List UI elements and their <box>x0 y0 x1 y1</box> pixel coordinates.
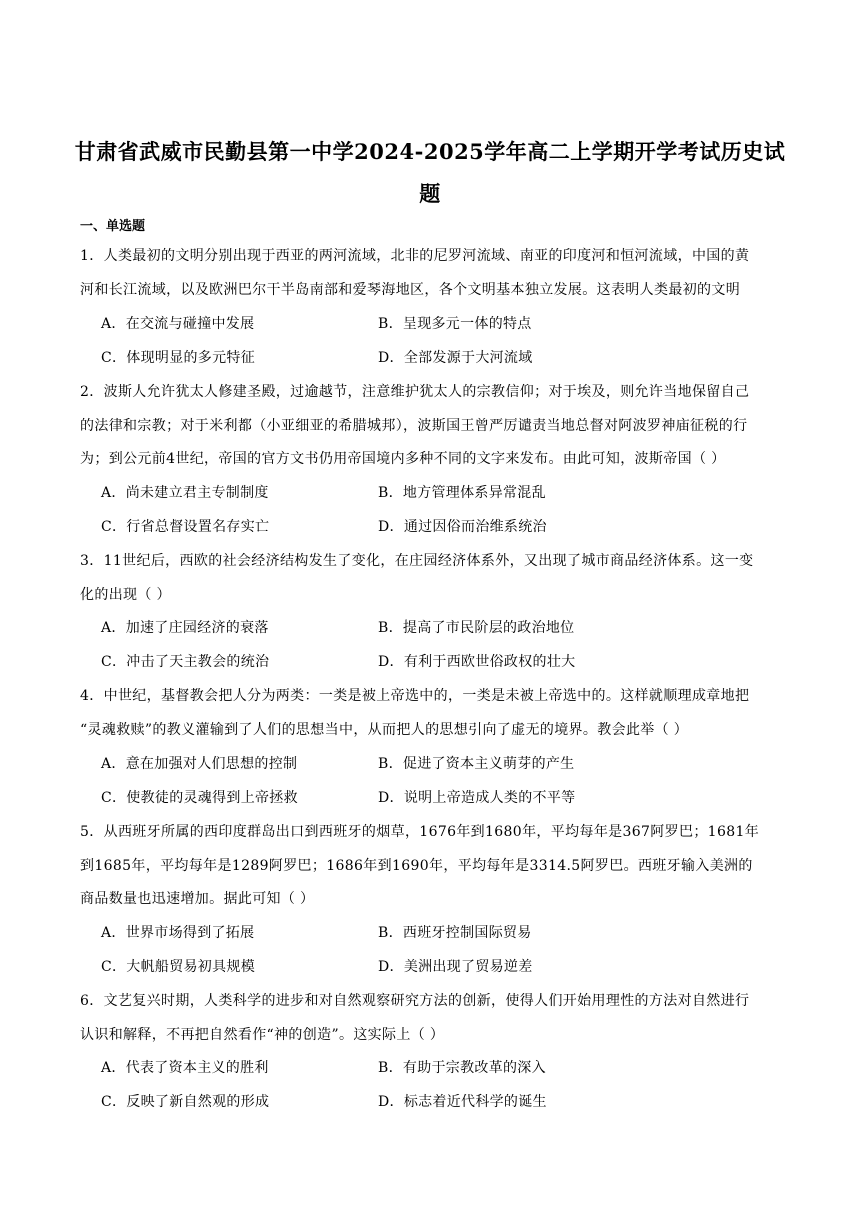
question-3-option-d: D．有利于西欧世俗政权的壮大 <box>378 654 576 670</box>
question-4-option-c: C．使教徒的灵魂得到上帝拯救 <box>101 790 298 806</box>
question-6-option-c: C．反映了新自然观的形成 <box>101 1094 270 1110</box>
question-4-option-d: D．说明上帝造成人类的不平等 <box>378 790 576 806</box>
question-2-line-2: 的法律和宗教；对于米利都（小亚细亚的希腊城邦），波斯国王曾严厉谴责当地总督对阿波罗神庙征税的行 <box>80 418 748 434</box>
question-6-line-2: 认识和解释，不再把自然看作“神的创造”。这实际上（ ） <box>80 1027 445 1043</box>
question-5-line-1: 5．从西班牙所属的西印度群岛出口到西班牙的烟草，1676年到1680年，平均每年是367阿罗巴；1681年 <box>80 824 760 840</box>
question-4-line-1: 4．中世纪，基督教会把人分为两类：一类是被上帝选中的，一类是未被上帝选中的。这样就顺理成章地把 <box>80 688 750 704</box>
question-3-option-b: B．提高了市民阶层的政治地位 <box>378 620 575 636</box>
question-5-option-c: C．大帆船贸易初具规模 <box>101 959 256 975</box>
question-2-option-c: C．行省总督设置名存实亡 <box>101 519 270 535</box>
question-1-line-2: 河和长江流域，以及欧洲巴尔干半岛南部和爱琴海地区，各个文明基本独立发展。这表明人类最初的文明 <box>80 282 741 298</box>
question-1-option-c: C．体现明显的多元特征 <box>101 350 256 366</box>
question-3-option-a: A．加速了庄园经济的衰落 <box>101 620 269 636</box>
question-1-option-d: D．全部发源于大河流域 <box>378 350 533 366</box>
question-2-line-3: 为；到公元前4世纪，帝国的官方文书仍用帝国境内多种不同的文字来发布。由此可知，波斯帝国（ ） <box>80 451 726 467</box>
question-6-option-d: D．标志着近代科学的诞生 <box>378 1094 547 1110</box>
question-1-option-b: B．呈现多元一体的特点 <box>378 316 532 332</box>
question-5-line-2: 到1685年，平均每年是1289阿罗巴；1686年到1690年，平均每年是3314.5阿罗巴。西班牙输入美洲的 <box>80 858 753 874</box>
question-2-option-d: D．通过因俗而治维系统治 <box>378 519 547 535</box>
question-2-line-1: 2．波斯人允许犹太人修建圣殿，过逾越节，注意维护犹太人的宗教信仰；对于埃及，则允许当地保留自己 <box>80 384 750 400</box>
question-5-line-3: 商品数量也迅速增加。据此可知（ ） <box>80 891 315 907</box>
question-3-line-2: 化的出现（ ） <box>80 587 171 603</box>
page-title-continuation: 题 <box>419 181 441 206</box>
question-1-option-a: A．在交流与碰撞中发展 <box>101 316 255 332</box>
section-heading: 一、单选题 <box>80 219 146 234</box>
question-2-option-b: B．地方管理体系异常混乱 <box>378 485 546 501</box>
question-6-option-a: A．代表了资本主义的胜利 <box>101 1060 269 1076</box>
question-1-line-1: 1．人类最初的文明分别出现于西亚的两河流域，北非的尼罗河流域、南亚的印度河和恒河流域，中国的黄 <box>80 248 750 264</box>
question-6-line-1: 6．文艺复兴时期，人类科学的进步和对自然观察研究方法的创新，使得人们开始用理性的方法对自然进行 <box>80 993 750 1009</box>
question-2-option-a: A．尚未建立君主专制制度 <box>101 485 269 501</box>
page-title: 甘肃省武威市民勤县第一中学2024-2025学年高二上学期开学考试历史试 <box>74 139 786 164</box>
question-5-option-a: A．世界市场得到了拓展 <box>101 925 255 941</box>
question-4-line-2: “灵魂救赎”的教义灌输到了人们的思想当中，从而把人的思想引向了虚无的境界。教会此举（ ） <box>80 722 689 738</box>
question-4-option-b: B．促进了资本主义萌芽的产生 <box>378 756 575 772</box>
question-5-option-d: D．美洲出现了贸易逆差 <box>378 959 533 975</box>
question-3-line-1: 3．11世纪后，西欧的社会经济结构发生了变化，在庄园经济体系外，又出现了城市商品经济体系。这一变 <box>80 553 754 569</box>
question-6-option-b: B．有助于宗教改革的深入 <box>378 1060 546 1076</box>
question-4-option-a: A．意在加强对人们思想的控制 <box>101 756 298 772</box>
question-5-option-b: B．西班牙控制国际贸易 <box>378 925 532 941</box>
question-3-option-c: C．冲击了天主教会的统治 <box>101 654 270 670</box>
